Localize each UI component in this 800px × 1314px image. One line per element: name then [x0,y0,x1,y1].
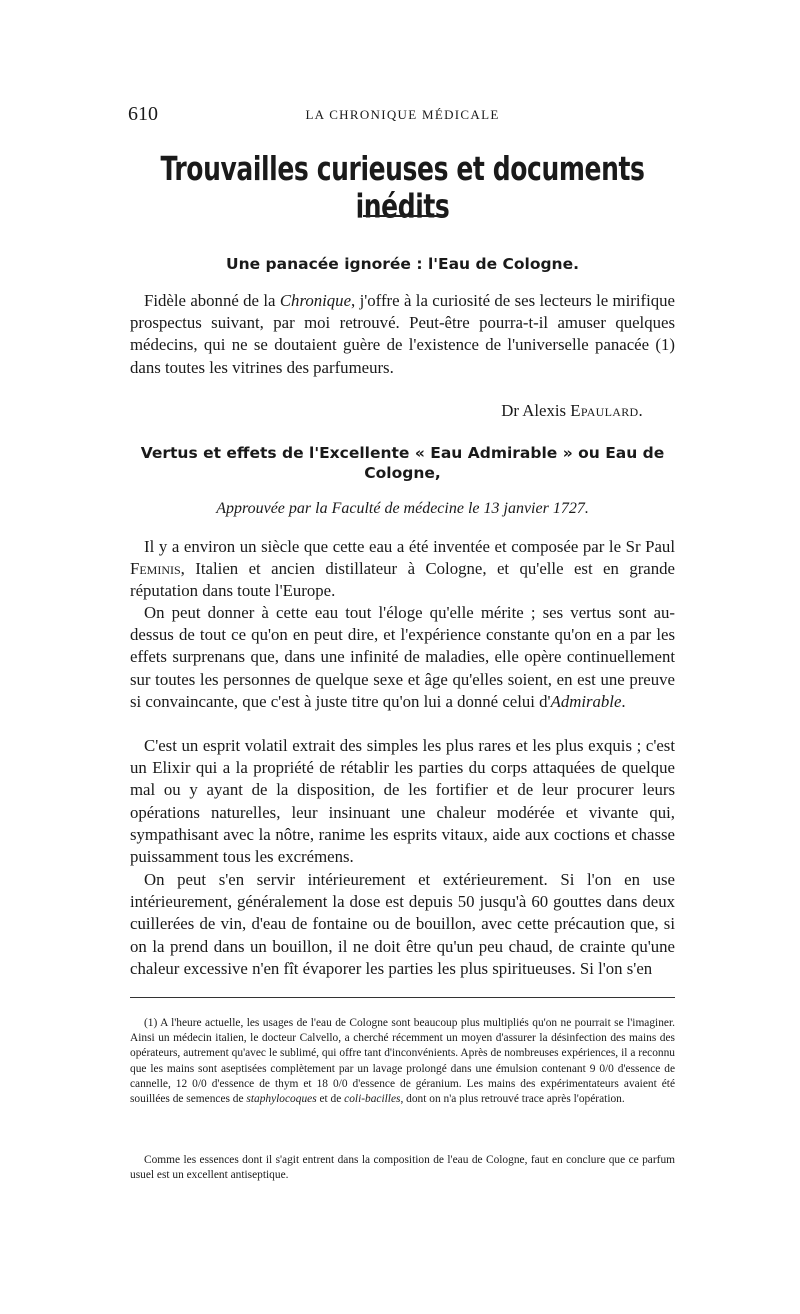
footnote-1: (1) A l'heure actuelle, les usages de l'eau de Cologne sont beaucoup plus multipliés qu'on ne pourrait se l'imaginer. Ainsi un médecin italien, le docteur Calvello, a cherché récemment un moyen d'assurer la désinfection des mains des opérateurs, autrement qu'avec le sublimé, qui offre tant d'inconvénients. Après de nombreuses expériences, il a reconnu que les mains sont aseptisées complètement par un lavage prolongé dans une émulsion contenant 9 0/0 d'essence de cannelle, 12 0/0 d'essence de thym et 18 0/0 d'essence de géranium. Les mains des expérimentateurs avaient été souillées de semences de staphylocoques et de coli-bacilles, dont on n'a plus retrouvé trace après l'opération. [130,1017,675,1106]
signature-title: Dr [501,401,519,420]
article2-heading: Vertus et effets de l'Excellente « Eau Admirable » ou Eau de Cologne, [140,444,665,482]
article2-paragraph-1: Il y a environ un siècle que cette eau a été inventée et composée par le Sr Paul Feminis, Italien et ancien distillateur à Cologne, et qu'elle est en grande réputation dans toute l'Europe. [130,537,675,601]
admirable-italic: Admirable [550,691,622,711]
article2-paragraph-3: C'est un esprit volatil extrait des simples les plus rares et les plus exquis ; c'est un Elixir qui a la propriété de rétablir les parties du corps attaquées de quelque mal ou y ayant de la disposition, de les fortifier et de leur procurer leurs opérations naturelles, leur insinuant une chaleur modérée et vivante qui, sympathisant avec la nôtre, ranime les esprits vitaux, aide aux coctions et chasse puissamment tous les excrémens. [130,736,675,867]
article2-paragraph-2: On peut donner à cette eau tout l'éloge qu'elle mérite ; ses vertus sont au-dessus de tout ce qu'on en peut dire, et l'expérience constante qu'on en a par les effets surprenans que, dans une infinité de maladies, elle opère continuellement sur toutes les personnes de quelque sexe et âge qu'elles soient, en est une preuve si convaincante, que c'est à juste titre qu'on lui a donné celui d'Admirable. [130,603,675,711]
chronique-italic: Chronique [279,291,352,310]
footnote-divider [130,997,675,998]
signature-last-name: Epaulard. [570,401,643,420]
signature-first-name: Alexis [522,401,567,420]
title-divider [363,215,443,217]
article1-intro-paragraph: Fidèle abonné de la Chronique, j'offre à la curiosité de ses lecteurs le mirifique prospectus suivant, par moi retrouvé. Peut-être pourra-t-il amuser quelques médecins, qui ne se doutaient guère de l'existence de l'universelle panacée (1) dans toutes les vitrines des parfumeurs. [130,291,675,377]
article2-paragraph-4: On peut s'en servir intérieurement et extérieurement. Si l'on en use intérieurement, généralement la dose est depuis 50 jusqu'à 60 gouttes dans deux cuillerées de vin, d'eau de fontaine ou de bouillon, avec cette précaution que, si on la prend dans un bouillon, il ne doit être qu'un peu chaud, de crainte qu'une chaleur excessive n'en fît évaporer les parties les plus spiritueuses. Si l'on s'en [130,870,675,978]
journal-title: LA CHRONIQUE MÉDICALE [305,107,500,122]
page-number: 610 [128,103,158,125]
inventor-name: Feminis [130,559,181,579]
article1-heading: Une panacée ignorée : l'Eau de Cologne. [226,255,579,273]
approval-line: Approuvée par la Faculté de médecine le 13 janvier 1727. [216,500,589,517]
footnote-2: Comme les essences dont il s'agit entrent dans la composition de l'eau de Cologne, faut en conclure que ce parfum usuel est un excellent antiseptique. [130,1154,675,1182]
section-title: Trouvailles curieuses et documents inédits [160,150,645,226]
signature [501,401,643,421]
running-head [130,103,675,127]
